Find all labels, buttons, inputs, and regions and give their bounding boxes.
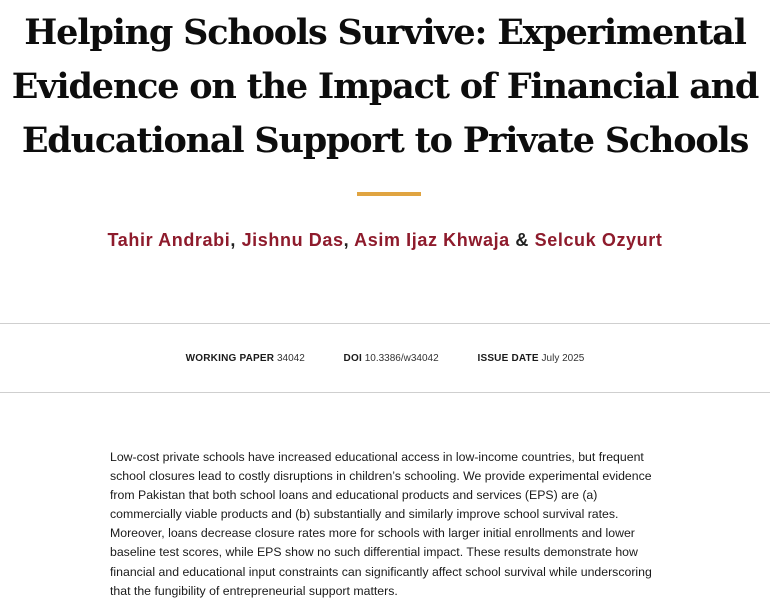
- paper-title: Helping Schools Survive: Experimental Evidence on the Impact of Financial and Educational Support to Private Schools: [11, 12, 759, 161]
- author-link[interactable]: Jishnu Das: [241, 230, 344, 250]
- doi: [344, 353, 439, 365]
- issue-date-label: ISSUE DATE: [477, 353, 539, 364]
- title-accent-rule: [357, 192, 421, 196]
- doi-label: DOI: [343, 353, 362, 364]
- issue-date-value: July 2025: [541, 353, 585, 364]
- author-link[interactable]: Selcuk Ozyurt: [534, 230, 663, 250]
- paper-metadata-row: [0, 353, 770, 365]
- paper-metadata-band: [0, 323, 770, 393]
- issue-date: [477, 353, 584, 365]
- working-paper-number: [186, 353, 305, 365]
- doi-value: 10.3386/w34042: [364, 353, 439, 364]
- abstract-text: Low-cost private schools have increased educational access in low-income countries, but frequent school closures lead to costly disruptions in children’s schooling. We provide experimental evidence from Pakistan that both school loans and educational products and services (EPS) are (a) commercially viable products and (b) substantially and similarly improve school survival rates. Moreover, loans decrease closure rates more for schools with larger initial enrollments and lower baseline test scores, while EPS show no such differential impact. These results demonstrate how financial and educational input constraints can significantly affect school survival while underscoring that the fungibility of entrepreneurial support matters.: [110, 450, 652, 598]
- author-link[interactable]: Tahir Andrabi: [107, 230, 231, 250]
- author-ampersand: &: [515, 230, 530, 250]
- working-paper-label: WORKING PAPER: [185, 353, 275, 364]
- author-separator: ,: [230, 230, 236, 250]
- author-separator: ,: [343, 230, 350, 250]
- working-paper-value: 34042: [276, 353, 305, 364]
- author-list: [100, 228, 670, 253]
- author-link[interactable]: Asim Ijaz Khwaja: [354, 230, 510, 250]
